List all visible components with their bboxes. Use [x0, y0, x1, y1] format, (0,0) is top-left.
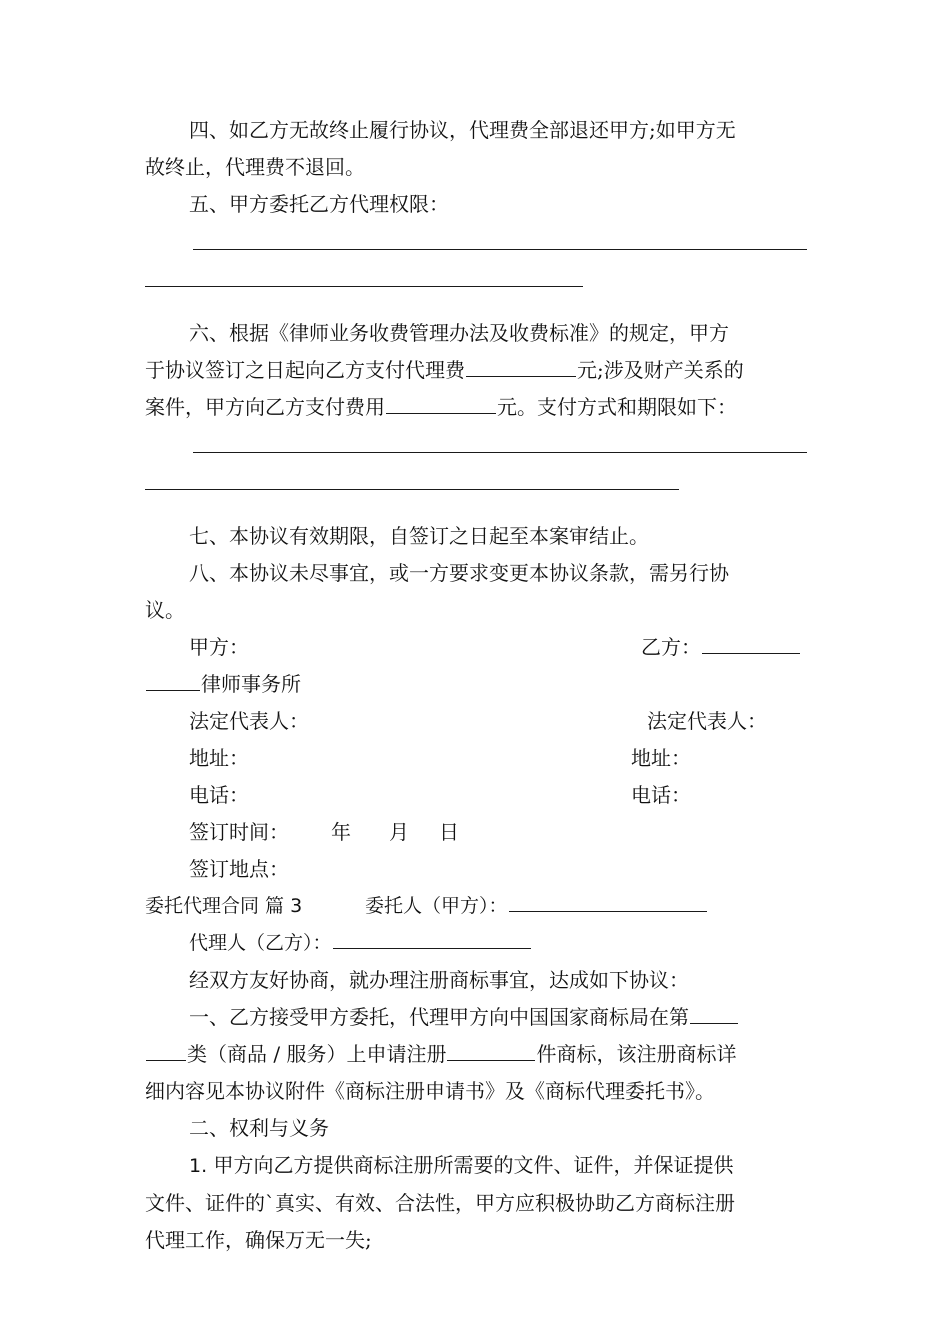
contract-3-intro: 经双方友好协商，就办理注册商标事宜，达成如下协议：	[189, 968, 689, 992]
c3-right-1-line-3: 代理工作，确保万无一失;	[145, 1228, 372, 1252]
principal-label: 委托人（甲方）：	[365, 888, 708, 925]
contract-3-heading: 委托代理合同 篇 3	[145, 895, 303, 917]
class-number-blank-b	[146, 1042, 186, 1061]
phone-a-label: 电话：	[189, 783, 249, 807]
legal-rep-row	[145, 703, 807, 740]
clause-4-line-1: 四、如乙方无故终止履行协议，代理费全部退还甲方;如甲方无	[189, 118, 736, 142]
clause-6-line-1: 六、根据《律师业务收费管理办法及收费标准》的规定，甲方	[189, 321, 729, 345]
phone-b-label: 电话：	[631, 783, 691, 807]
clause-5-heading: 五、甲方委托乙方代理权限：	[189, 192, 449, 216]
fill-line	[145, 286, 583, 287]
party-a-label: 甲方：	[189, 635, 249, 659]
c3-right-1-line-2: 文件、证件的`真实、有效、合法性，甲方应积极协助乙方商标注册	[145, 1191, 735, 1215]
clause-6-line-3: 案件，甲方向乙方支付费用 元。支付方式和期限如下：	[145, 395, 737, 419]
address-row	[145, 740, 807, 777]
contract-3-heading-row	[145, 888, 807, 925]
phone-row	[145, 777, 807, 814]
address-b-label: 地址：	[631, 746, 691, 770]
c3-clause-1-line-3: 细内容见本协议附件《商标注册申请书》及《商标代理委托书》。	[145, 1079, 715, 1103]
c3-rights-heading: 二、权利与义务	[189, 1116, 329, 1140]
legal-rep-a-label: 法定代表人：	[189, 709, 309, 733]
year-label: 年	[331, 820, 351, 844]
law-firm-blank	[146, 672, 200, 691]
fill-line	[193, 452, 807, 453]
sign-time-label: 签订时间：	[189, 820, 289, 844]
trademark-count-blank	[447, 1042, 535, 1061]
fill-line	[145, 489, 679, 490]
clause-6-fill-lines	[145, 426, 807, 500]
principal-blank	[509, 893, 707, 912]
month-label: 月	[389, 820, 409, 844]
clause-8-line-2: 议。	[145, 598, 185, 622]
clause-7: 七、本协议有效期限，自签订之日起至本案审结止。	[189, 524, 649, 548]
clause-8-line-1: 八、本协议未尽事宜，或一方要求变更本协议条款，需另行协	[189, 561, 729, 585]
sign-place-label: 签订地点：	[189, 857, 289, 881]
party-b-label: 乙方：	[641, 629, 801, 666]
law-firm-row	[145, 666, 807, 703]
document-page	[145, 112, 807, 1259]
c3-clause-1-line-1: 一、乙方接受甲方委托，代理甲方向中国国家商标局在第	[145, 999, 807, 1036]
clause-5-fill-lines	[145, 223, 807, 297]
party-b-blank	[702, 635, 800, 654]
fill-line	[193, 249, 807, 250]
c3-right-1-line-1: 1. 甲方向乙方提供商标注册所需要的文件、证件，并保证提供	[189, 1153, 734, 1177]
sign-place-row	[145, 851, 807, 888]
agent-blank	[333, 930, 531, 949]
legal-rep-b-label: 法定代表人：	[647, 709, 767, 733]
address-a-label: 地址：	[189, 746, 249, 770]
class-number-blank-a	[690, 1005, 738, 1024]
clause-4-line-2: 故终止，代理费不退回。	[145, 155, 365, 179]
property-fee-blank	[386, 395, 496, 414]
clause-6-line-2: 于协议签订之日起向乙方支付代理费 元;涉及财产关系的	[145, 358, 744, 382]
agent-row	[145, 925, 807, 962]
agent-label: 代理人（乙方）：	[189, 925, 532, 962]
sign-time-row	[145, 814, 807, 851]
c3-clause-1-line-2: 类（商品 / 服务）上申请注册 件商标，该注册商标详	[145, 1036, 807, 1073]
day-label: 日	[439, 820, 459, 844]
law-firm-label: 律师事务所	[201, 672, 301, 696]
signature-party-row	[145, 629, 807, 666]
fee-blank	[466, 358, 576, 377]
